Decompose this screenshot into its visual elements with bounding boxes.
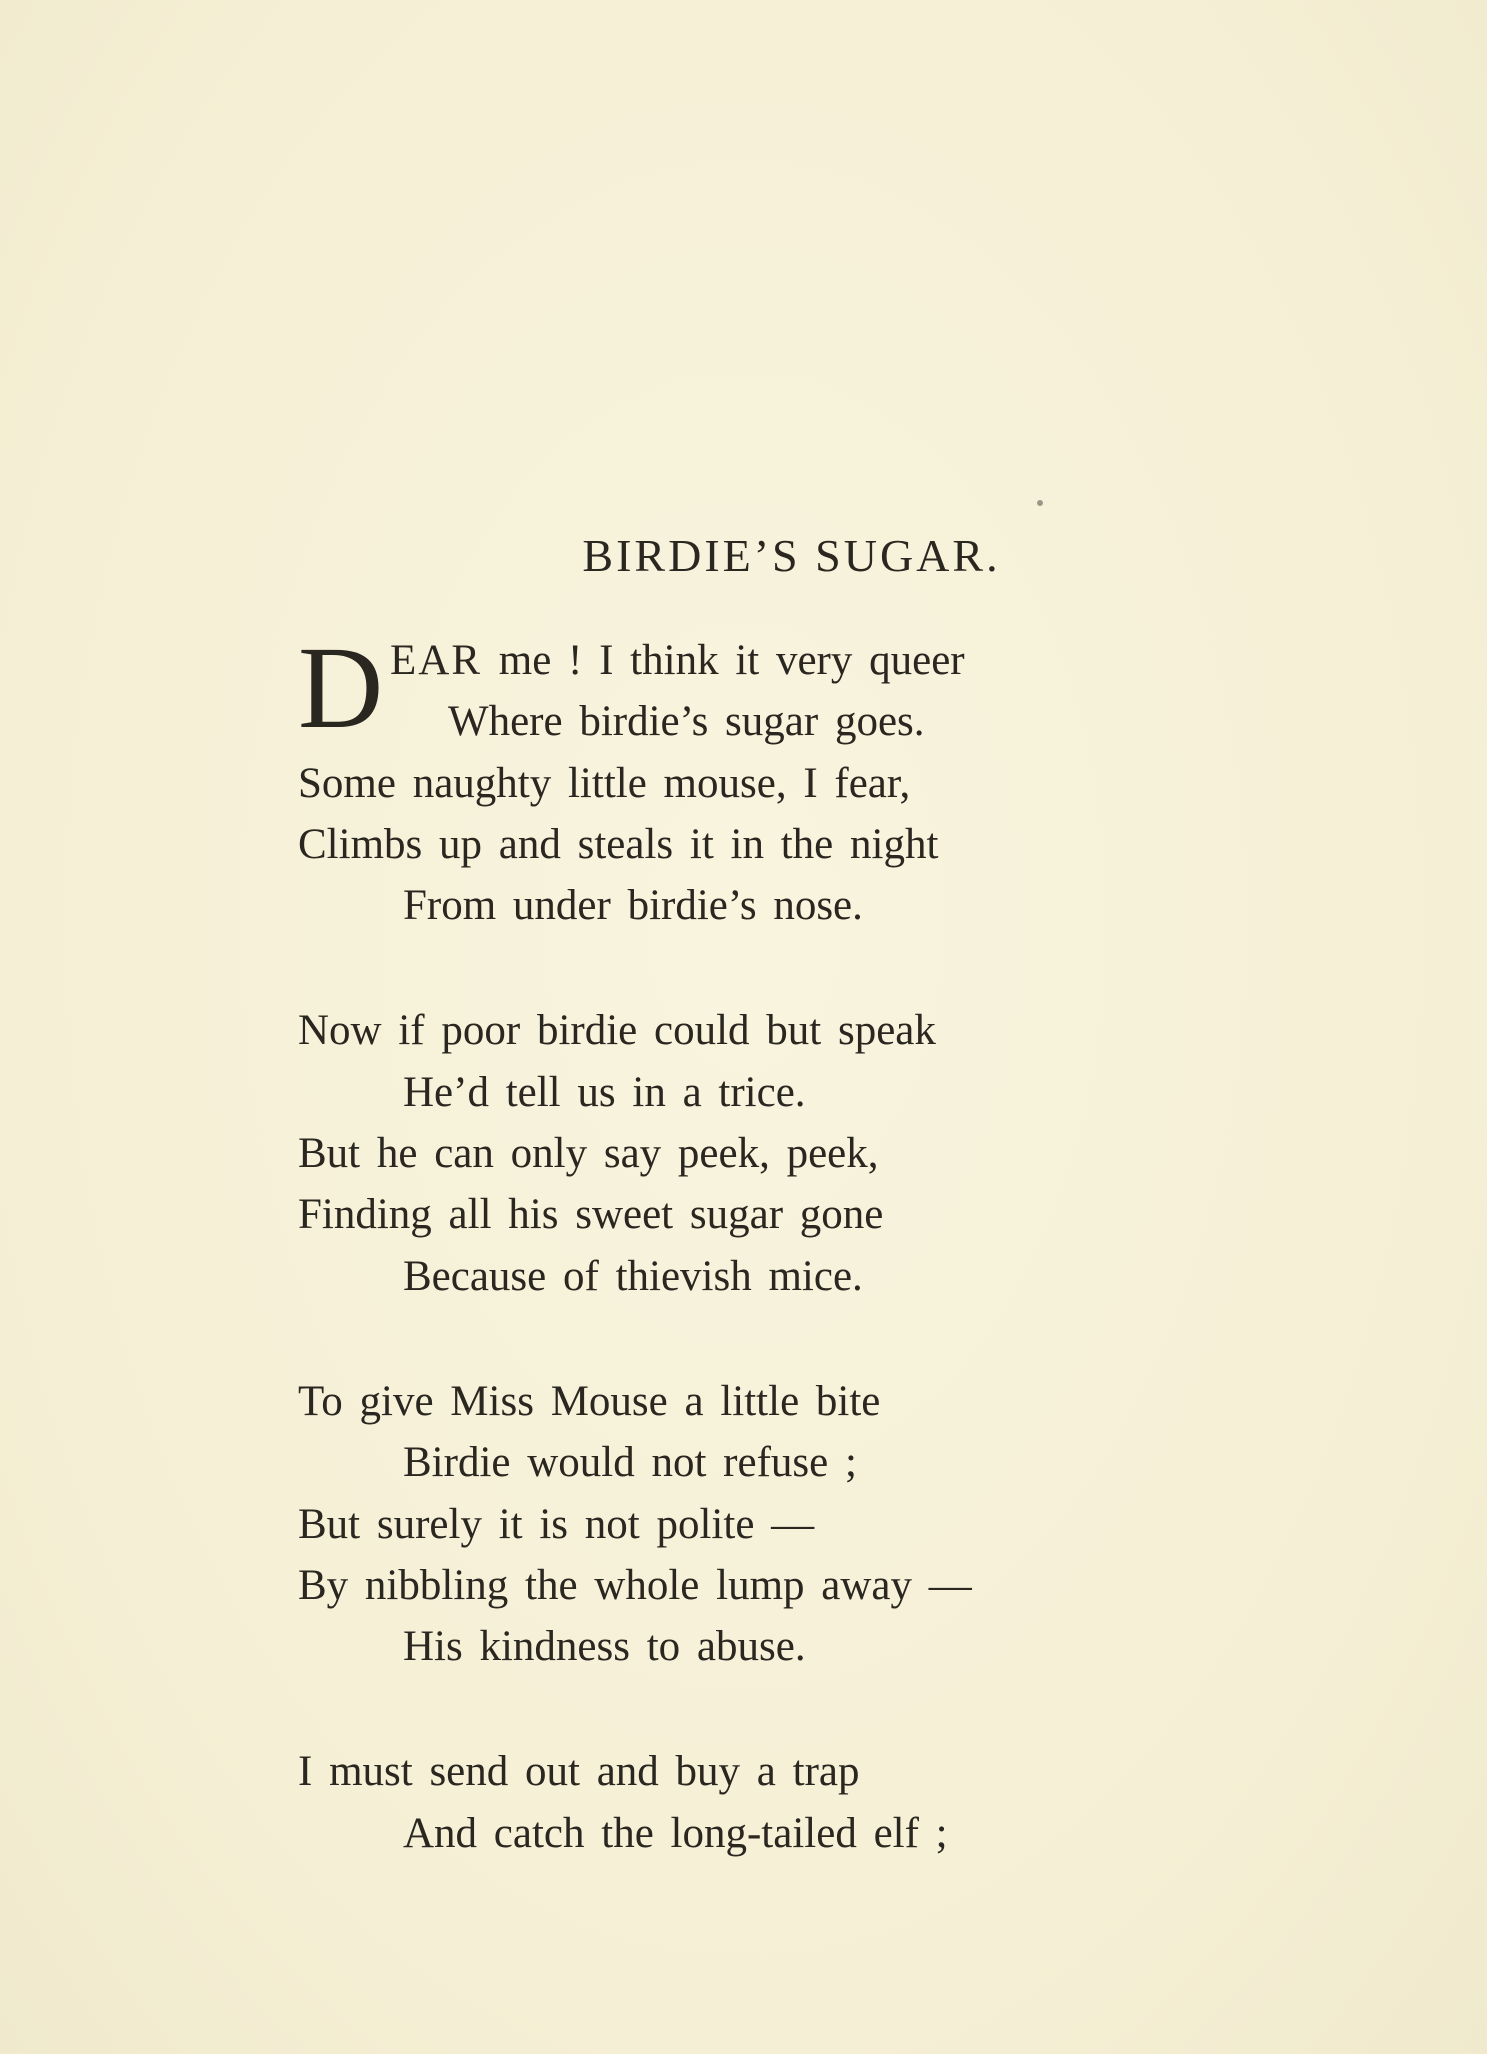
poem-line: His kindness to abuse. [403, 1623, 806, 1671]
poem-line: From under birdie’s nose. [403, 882, 863, 930]
poem-line: But he can only say peek, peek, [298, 1130, 879, 1178]
stanza-2 [298, 1000, 1198, 1306]
poem-line: To give Miss Mouse a little bite [298, 1377, 881, 1425]
poem-line: I must send out and buy a trap [298, 1748, 860, 1796]
poem-line: Climbs up and steals it in the night [298, 820, 939, 868]
poem-line: Birdie would not refuse ; [403, 1439, 857, 1487]
poem-body [298, 622, 1198, 1864]
poem-line: Some naughty little mouse, I fear, [298, 759, 911, 807]
stanza-break [298, 936, 1198, 1000]
poem-line: Now if poor birdie could but speak [298, 1007, 936, 1055]
poem-line: By nibbling the whole lump away — [298, 1561, 972, 1609]
poem-line: Finding all his sweet sugar gone [298, 1191, 884, 1239]
stanza-1 [298, 622, 1198, 936]
drop-cap-letter: D [298, 622, 384, 753]
poem-line: But surely it is not polite — [298, 1500, 815, 1548]
poem-line [298, 630, 1198, 691]
poem-line: Where birdie’s sugar goes. [448, 698, 925, 746]
poem-line: And catch the long-tailed elf ; [403, 1809, 948, 1857]
first-line-text: me ! I think it very queer [482, 637, 965, 684]
paper-speck [1037, 500, 1043, 506]
poem-line: He’d tell us in a trice. [403, 1068, 806, 1116]
poem-title: BIRDIE’S SUGAR. [582, 530, 1001, 581]
poem-line: Because of thievish mice. [403, 1252, 863, 1300]
stanza-break [298, 1307, 1198, 1371]
stanza-3 [298, 1371, 1198, 1677]
stanza-4 [298, 1741, 1198, 1864]
stanza-break [298, 1677, 1198, 1741]
first-word-small-caps: EAR [390, 637, 482, 684]
